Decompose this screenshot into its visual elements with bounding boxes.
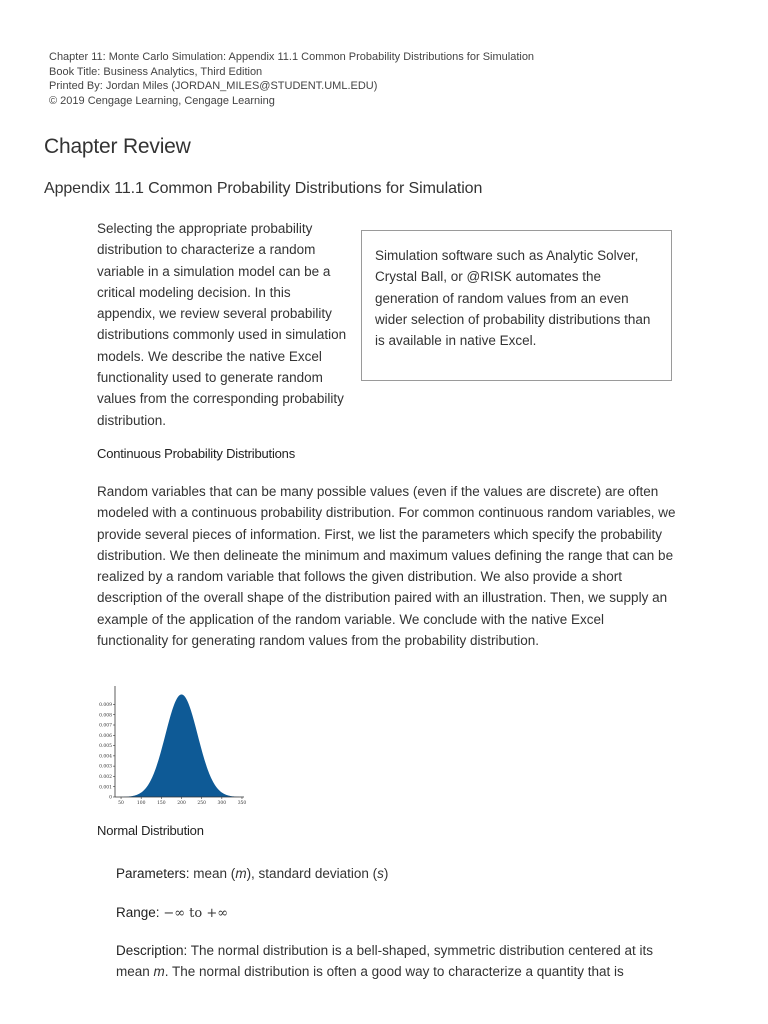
y-tick-label: 0.009 <box>99 703 112 709</box>
appendix-title: Appendix 11.1 Common Probability Distributions for Simulation <box>44 180 483 197</box>
y-tick-label: 0.003 <box>99 764 112 770</box>
note-box: Simulation software such as Analytic Solver, Crystal Ball, or @RISK automates the generation of random values from an even wider selection of probability distributions than is available in native Excel. <box>361 230 672 381</box>
mean-symbol: m <box>235 866 247 881</box>
x-tick-label: 300 <box>217 801 227 806</box>
x-tick-label: 100 <box>136 801 146 806</box>
y-tick-label: 0.002 <box>99 775 112 781</box>
description-label: Description: <box>116 943 188 958</box>
parameters-pre: mean ( <box>189 866 236 881</box>
x-tick-label: 350 <box>237 801 247 806</box>
y-ticks <box>99 702 115 801</box>
print-header <box>49 50 534 108</box>
range-label: Range: <box>116 905 160 920</box>
range-value: −∞ to +∞ <box>163 906 229 921</box>
description-post: . The normal distribution is often a good way to characterize a quantity that is <box>164 964 624 980</box>
x-tick-label: 250 <box>197 801 206 806</box>
y-tick-label: 0.006 <box>99 733 112 739</box>
normal-heading: Normal Distribution <box>97 823 204 838</box>
header-printed-by-line: Printed By: Jordan Miles (JORDAN_MILES@STUDENT.UML.EDU) <box>49 80 378 92</box>
sd-symbol: s <box>377 866 384 881</box>
header-copyright-line: © 2019 Cengage Learning, Cengage Learning <box>49 94 275 107</box>
description-symbol: m <box>153 964 165 980</box>
y-tick-label: 0.004 <box>99 754 112 760</box>
parameters-line <box>116 863 388 884</box>
parameters-post: ) <box>383 866 389 881</box>
intro-paragraph: Selecting the appropriate probability distribution to characterize a random variable in a simulation model can be a critical modeling decision. In this appendix, we review several probability distributions commonly used in simulation models. We describe the native Excel functionality used to generate random values from the corresponding probability distribution. <box>97 221 347 428</box>
x-tick-label: 150 <box>157 801 166 806</box>
description-paragraph <box>116 940 676 983</box>
chapter-title: Chapter Review <box>44 135 191 158</box>
normal-curve-area <box>115 694 244 797</box>
description-pre: The normal distribution is a bell-shaped, symmetric distribution centered at its mean <box>116 943 653 980</box>
normal-distribution-chart <box>92 684 252 806</box>
range-line <box>116 902 228 924</box>
x-ticks <box>118 797 246 806</box>
y-tick-label: 0.008 <box>99 713 112 719</box>
header-chapter-line: Chapter 11: Monte Carlo Simulation: Appendix 11.1 Common Probability Distributions for Simulation <box>49 51 535 63</box>
x-tick-label: 200 <box>177 801 186 806</box>
continuous-heading: Continuous Probability Distributions <box>97 446 296 461</box>
parameters-mid: ), standard deviation ( <box>246 866 378 881</box>
x-tick-label: 50 <box>118 801 124 806</box>
y-tick-label: 0.001 <box>99 785 112 791</box>
continuous-paragraph: Random variables that can be many possible values (even if the values are discrete) are often modeled with a continuous probability distribution. For common continuous random variables, we provide several pieces of information. First, we list the parameters which specify the probability distribution. We then delineate the minimum and maximum values defining the range that can be realized by a random variable that follows the given distribution. We also provide a short description of the overall shape of the distribution paired with an illustration. Then, we supply an example of the application of the random variable. We conclude with the native Excel functionality for generating random values from the probability distribution. <box>97 484 676 649</box>
parameters-label: Parameters: <box>116 866 190 881</box>
y-tick-label: 0.007 <box>99 723 112 729</box>
y-tick-label: 0 <box>109 795 112 801</box>
y-tick-label: 0.005 <box>99 744 112 750</box>
header-book-title-line: Book Title: Business Analytics, Third Edition <box>49 65 263 78</box>
